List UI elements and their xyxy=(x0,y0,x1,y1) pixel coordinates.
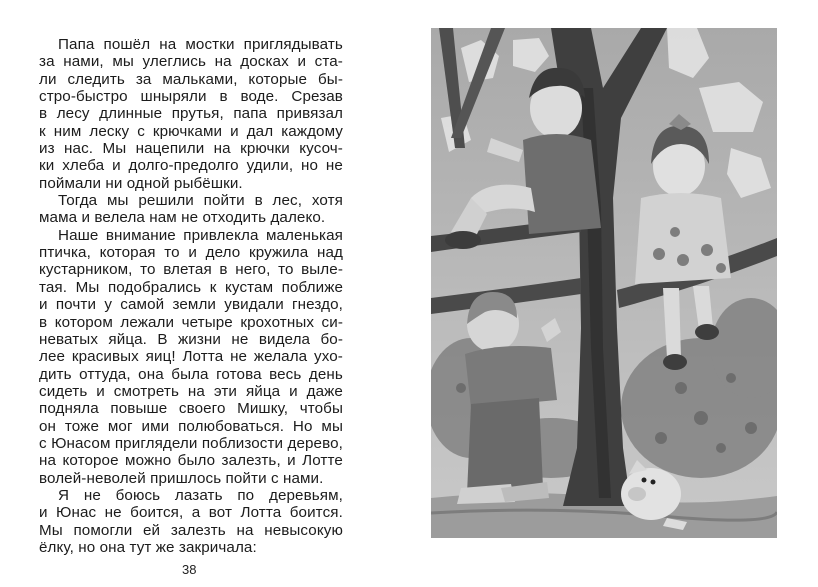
body-text xyxy=(39,36,343,556)
text-line: Я не боюсь лазать по деревьям, xyxy=(58,486,343,504)
text-line: ли следить за мальками, которые бы- xyxy=(39,70,343,88)
text-line: тая. Мы подобрались к кустам поближе xyxy=(39,278,343,296)
text-line: стро-быстро шныряли в воде. Срезав xyxy=(39,88,343,106)
illustration-children-in-tree xyxy=(431,28,777,538)
text-line: и Юнас не боится, а вот Лотта боится. xyxy=(39,504,343,522)
text-line: в котором лежали четыре крохотных си- xyxy=(39,313,343,331)
text-line: сидеть и смотреть на эти яйца и даже xyxy=(39,382,343,400)
text-line: неватых яйца. В жизни не видела бо- xyxy=(39,330,343,348)
text-line: на которое можно было залезть, и Лотте xyxy=(39,452,343,470)
text-line: волей-неволей пришлось пойти с нами. xyxy=(39,469,324,487)
text-line: мама и велела нам не отходить далеко. xyxy=(39,209,326,227)
text-line: дить оттуда, она была готова весь день xyxy=(39,365,343,383)
text-line: Мы помогли ей залезть на невысокую xyxy=(39,521,343,539)
illustration-image xyxy=(431,28,777,538)
text-line: в лесу длинные прутья, папа привязал xyxy=(39,105,343,123)
text-line: и почти у самой земли увидали гнездо, xyxy=(39,296,343,314)
text-line: он тоже мог ими полюбоваться. Но мы xyxy=(39,417,343,435)
text-line: с Юнасом приглядели поблизости дерево, xyxy=(39,434,343,452)
text-line: ёлку, но она тут же закричала: xyxy=(39,538,257,556)
text-line: Наше внимание привлекла маленькая xyxy=(58,226,343,244)
text-line: из нас. Мы нацепили на крючки кусоч- xyxy=(39,140,343,158)
text-line: за нами, мы улеглись на досках и ста- xyxy=(39,53,343,71)
text-line: лее красивых яиц! Лотта не желала ухо- xyxy=(39,348,343,366)
text-line: поймали ни одной рыбёшки. xyxy=(39,174,243,192)
text-line: кустарником, то влетая в него, то выле- xyxy=(39,261,343,279)
page-number: 38 xyxy=(182,562,197,577)
text-line: Папа пошёл на мостки приглядывать xyxy=(58,36,343,53)
text-line: птичка, которая то и дело кружила над xyxy=(39,244,343,262)
text-line: ки хлеба и долго-предолго удили, но не xyxy=(39,157,343,175)
text-line: Тогда мы решили пойти в лес, хотя xyxy=(58,192,343,210)
text-line: к ним леску с крючками и дал каждому xyxy=(39,122,343,140)
text-line: подняла повыше своего Мишку, чтобы xyxy=(39,400,343,418)
